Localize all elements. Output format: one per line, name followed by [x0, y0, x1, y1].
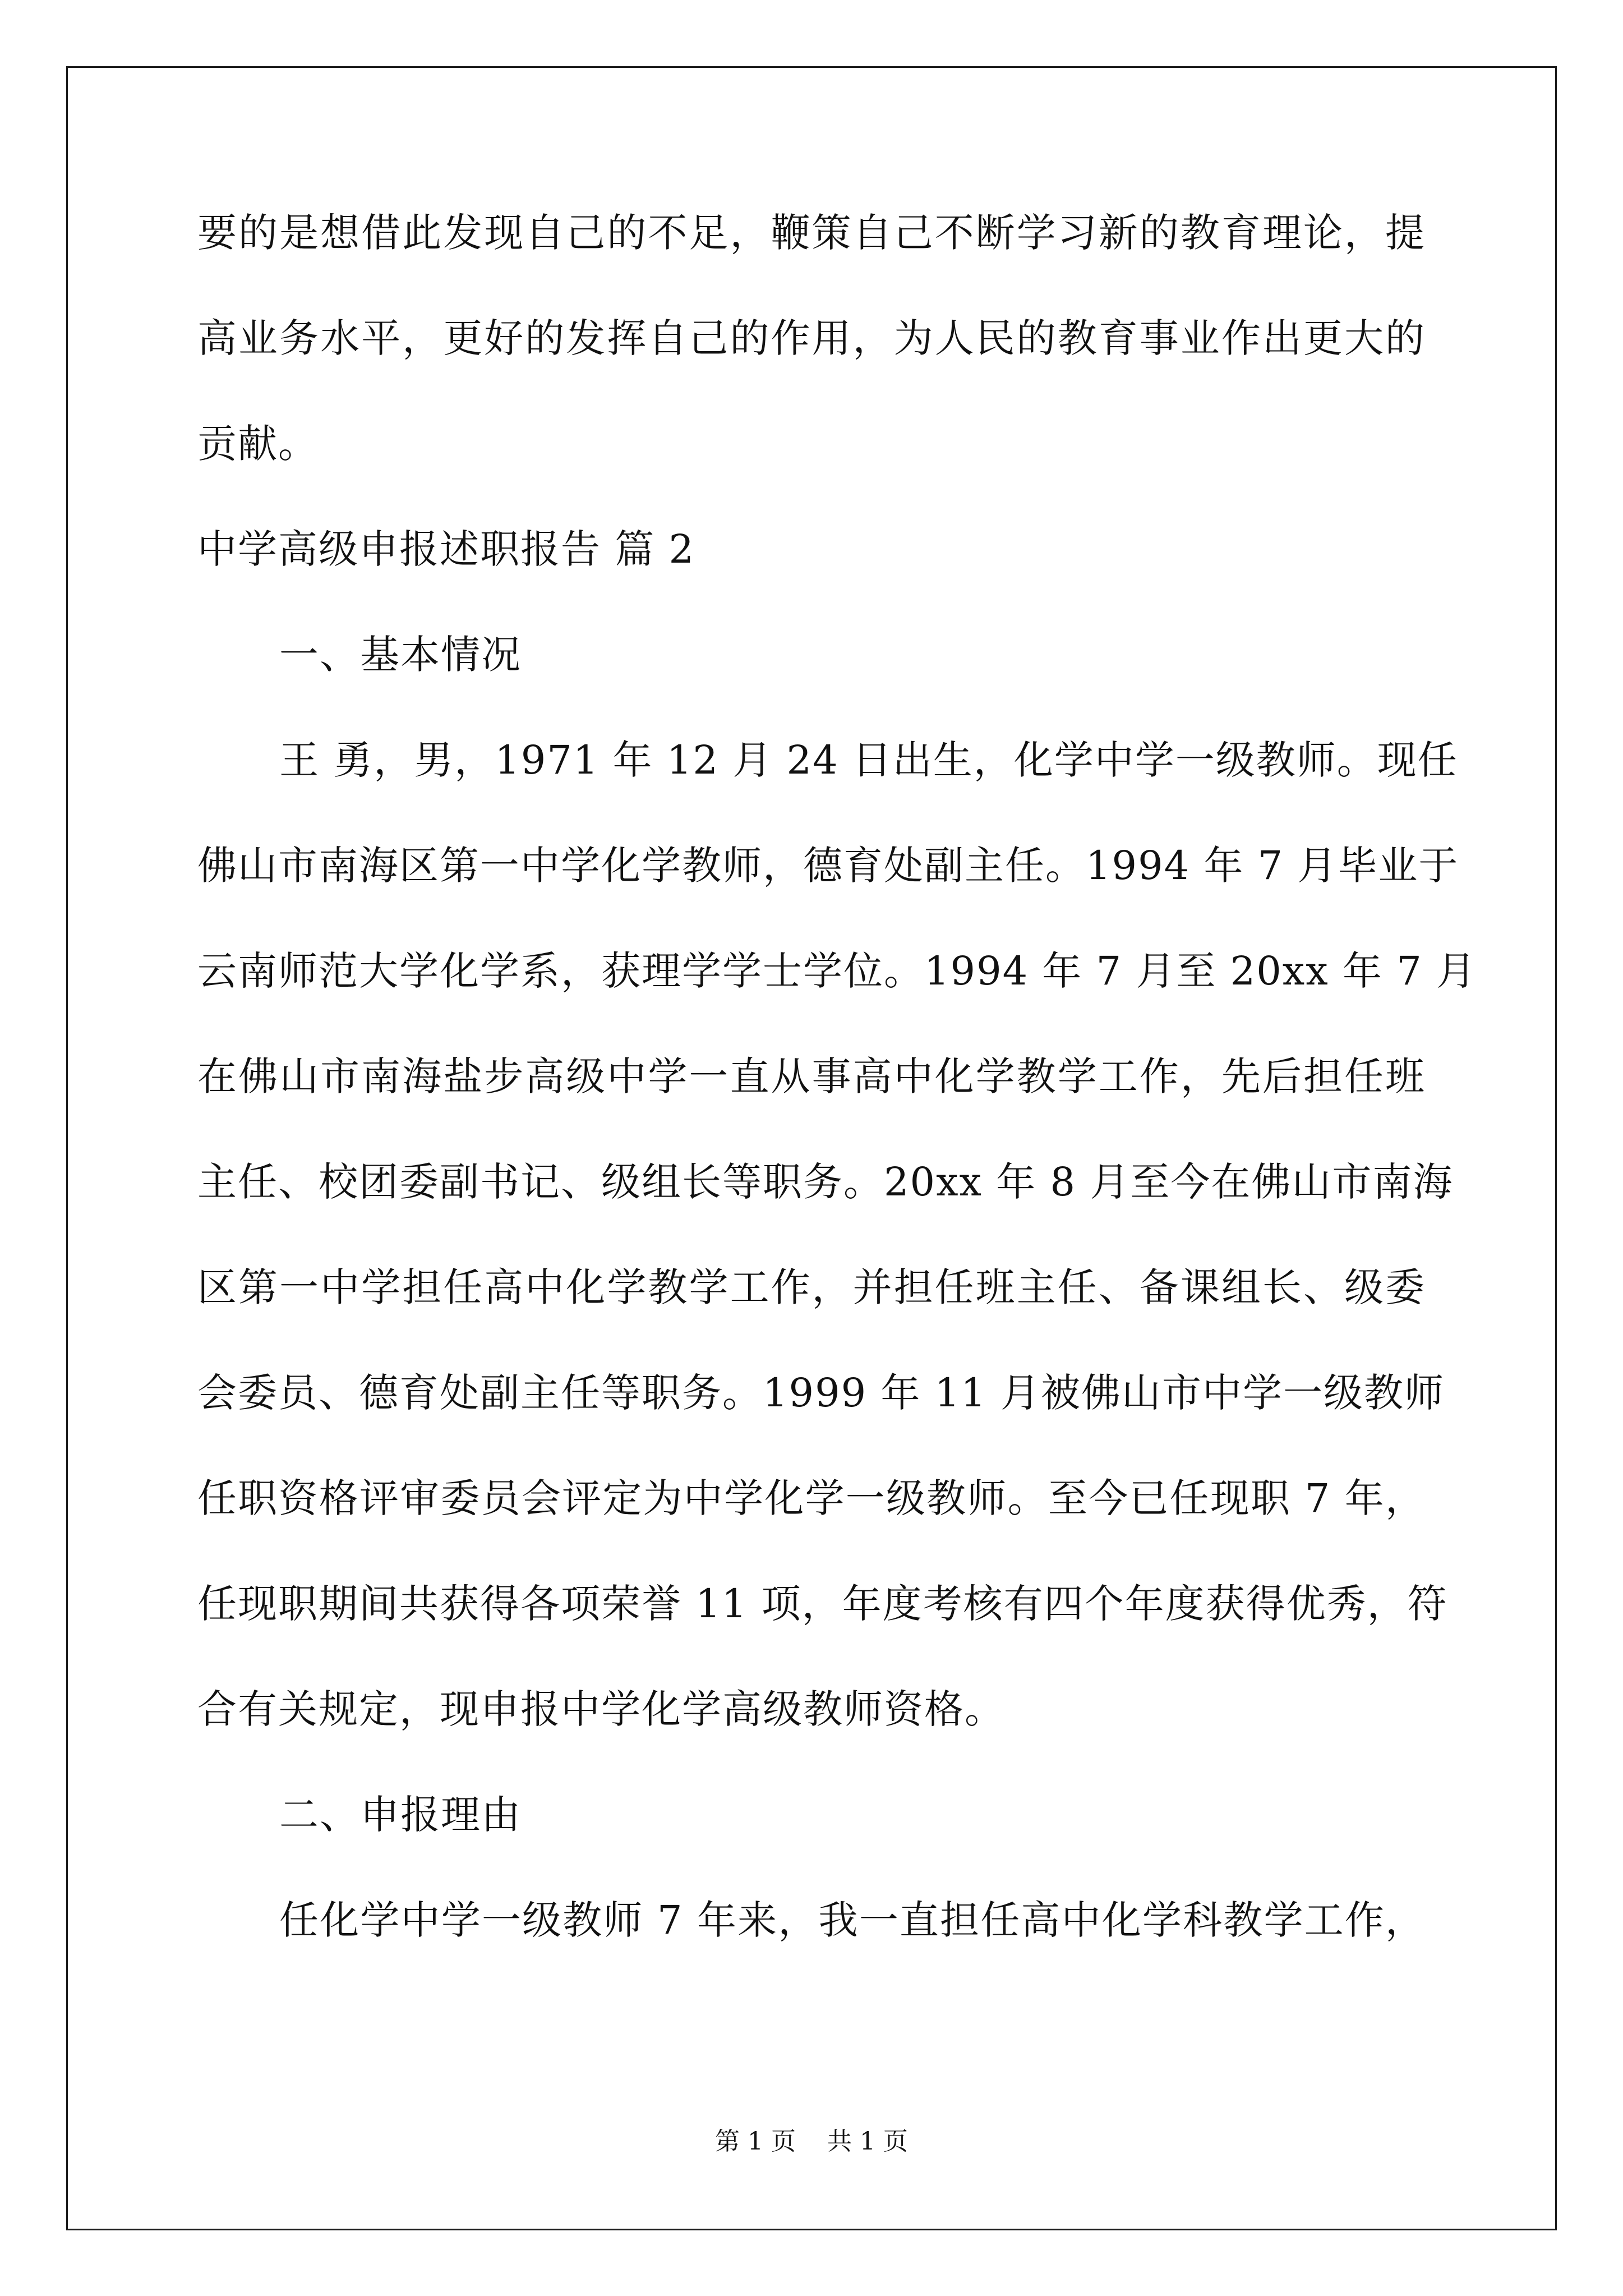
page-number: 第 1 页 共 1 页	[715, 2127, 908, 2156]
body-line: 在佛山市南海盐步高级中学一直从事高中化学教学工作，先后担任班	[197, 1053, 1426, 1099]
body-line: 任职资格评审委员会评定为中学化学一级教师。至今已任现职 7 年，	[197, 1475, 1426, 1521]
subheading: 二、申报理由	[279, 1792, 522, 1838]
section-heading: 中学高级申报述职报告 篇 2	[197, 526, 695, 572]
body-line: 主任、校团委副书记、级组长等职务。20xx 年 8 月至今在佛山市南海	[197, 1159, 1454, 1205]
body-line: 高业务水平，更好的发挥自己的作用，为人民的教育事业作出更大的	[197, 315, 1426, 361]
body-line: 云南师范大学化学系，获理学学士学位。1994 年 7 月至 20xx 年 7 月	[197, 948, 1477, 994]
body-line: 任化学中学一级教师 7 年来，我一直担任高中化学科教学工作，	[279, 1897, 1426, 1943]
body-line: 王 勇，男，1971 年 12 月 24 日出生，化学中学一级教师。现任	[279, 737, 1458, 783]
body-line: 佛山市南海区第一中学化学教师，德育处副主任。1994 年 7 月毕业于	[197, 843, 1459, 889]
body-line: 合有关规定，现申报中学化学高级教师资格。	[197, 1686, 1005, 1732]
body-line: 贡献。	[197, 421, 319, 467]
body-line: 会委员、德育处副主任等职务。1999 年 11 月被佛山市中学一级教师	[197, 1370, 1445, 1416]
subheading: 一、基本情况	[279, 632, 522, 678]
body-line: 要的是想借此发现自己的不足，鞭策自己不断学习新的教育理论，提	[197, 210, 1426, 256]
body-line: 任现职期间共获得各项荣誉 11 项，年度考核有四个年度获得优秀，符	[197, 1581, 1448, 1627]
body-line: 区第一中学担任高中化学教学工作，并担任班主任、备课组长、级委	[197, 1264, 1426, 1310]
